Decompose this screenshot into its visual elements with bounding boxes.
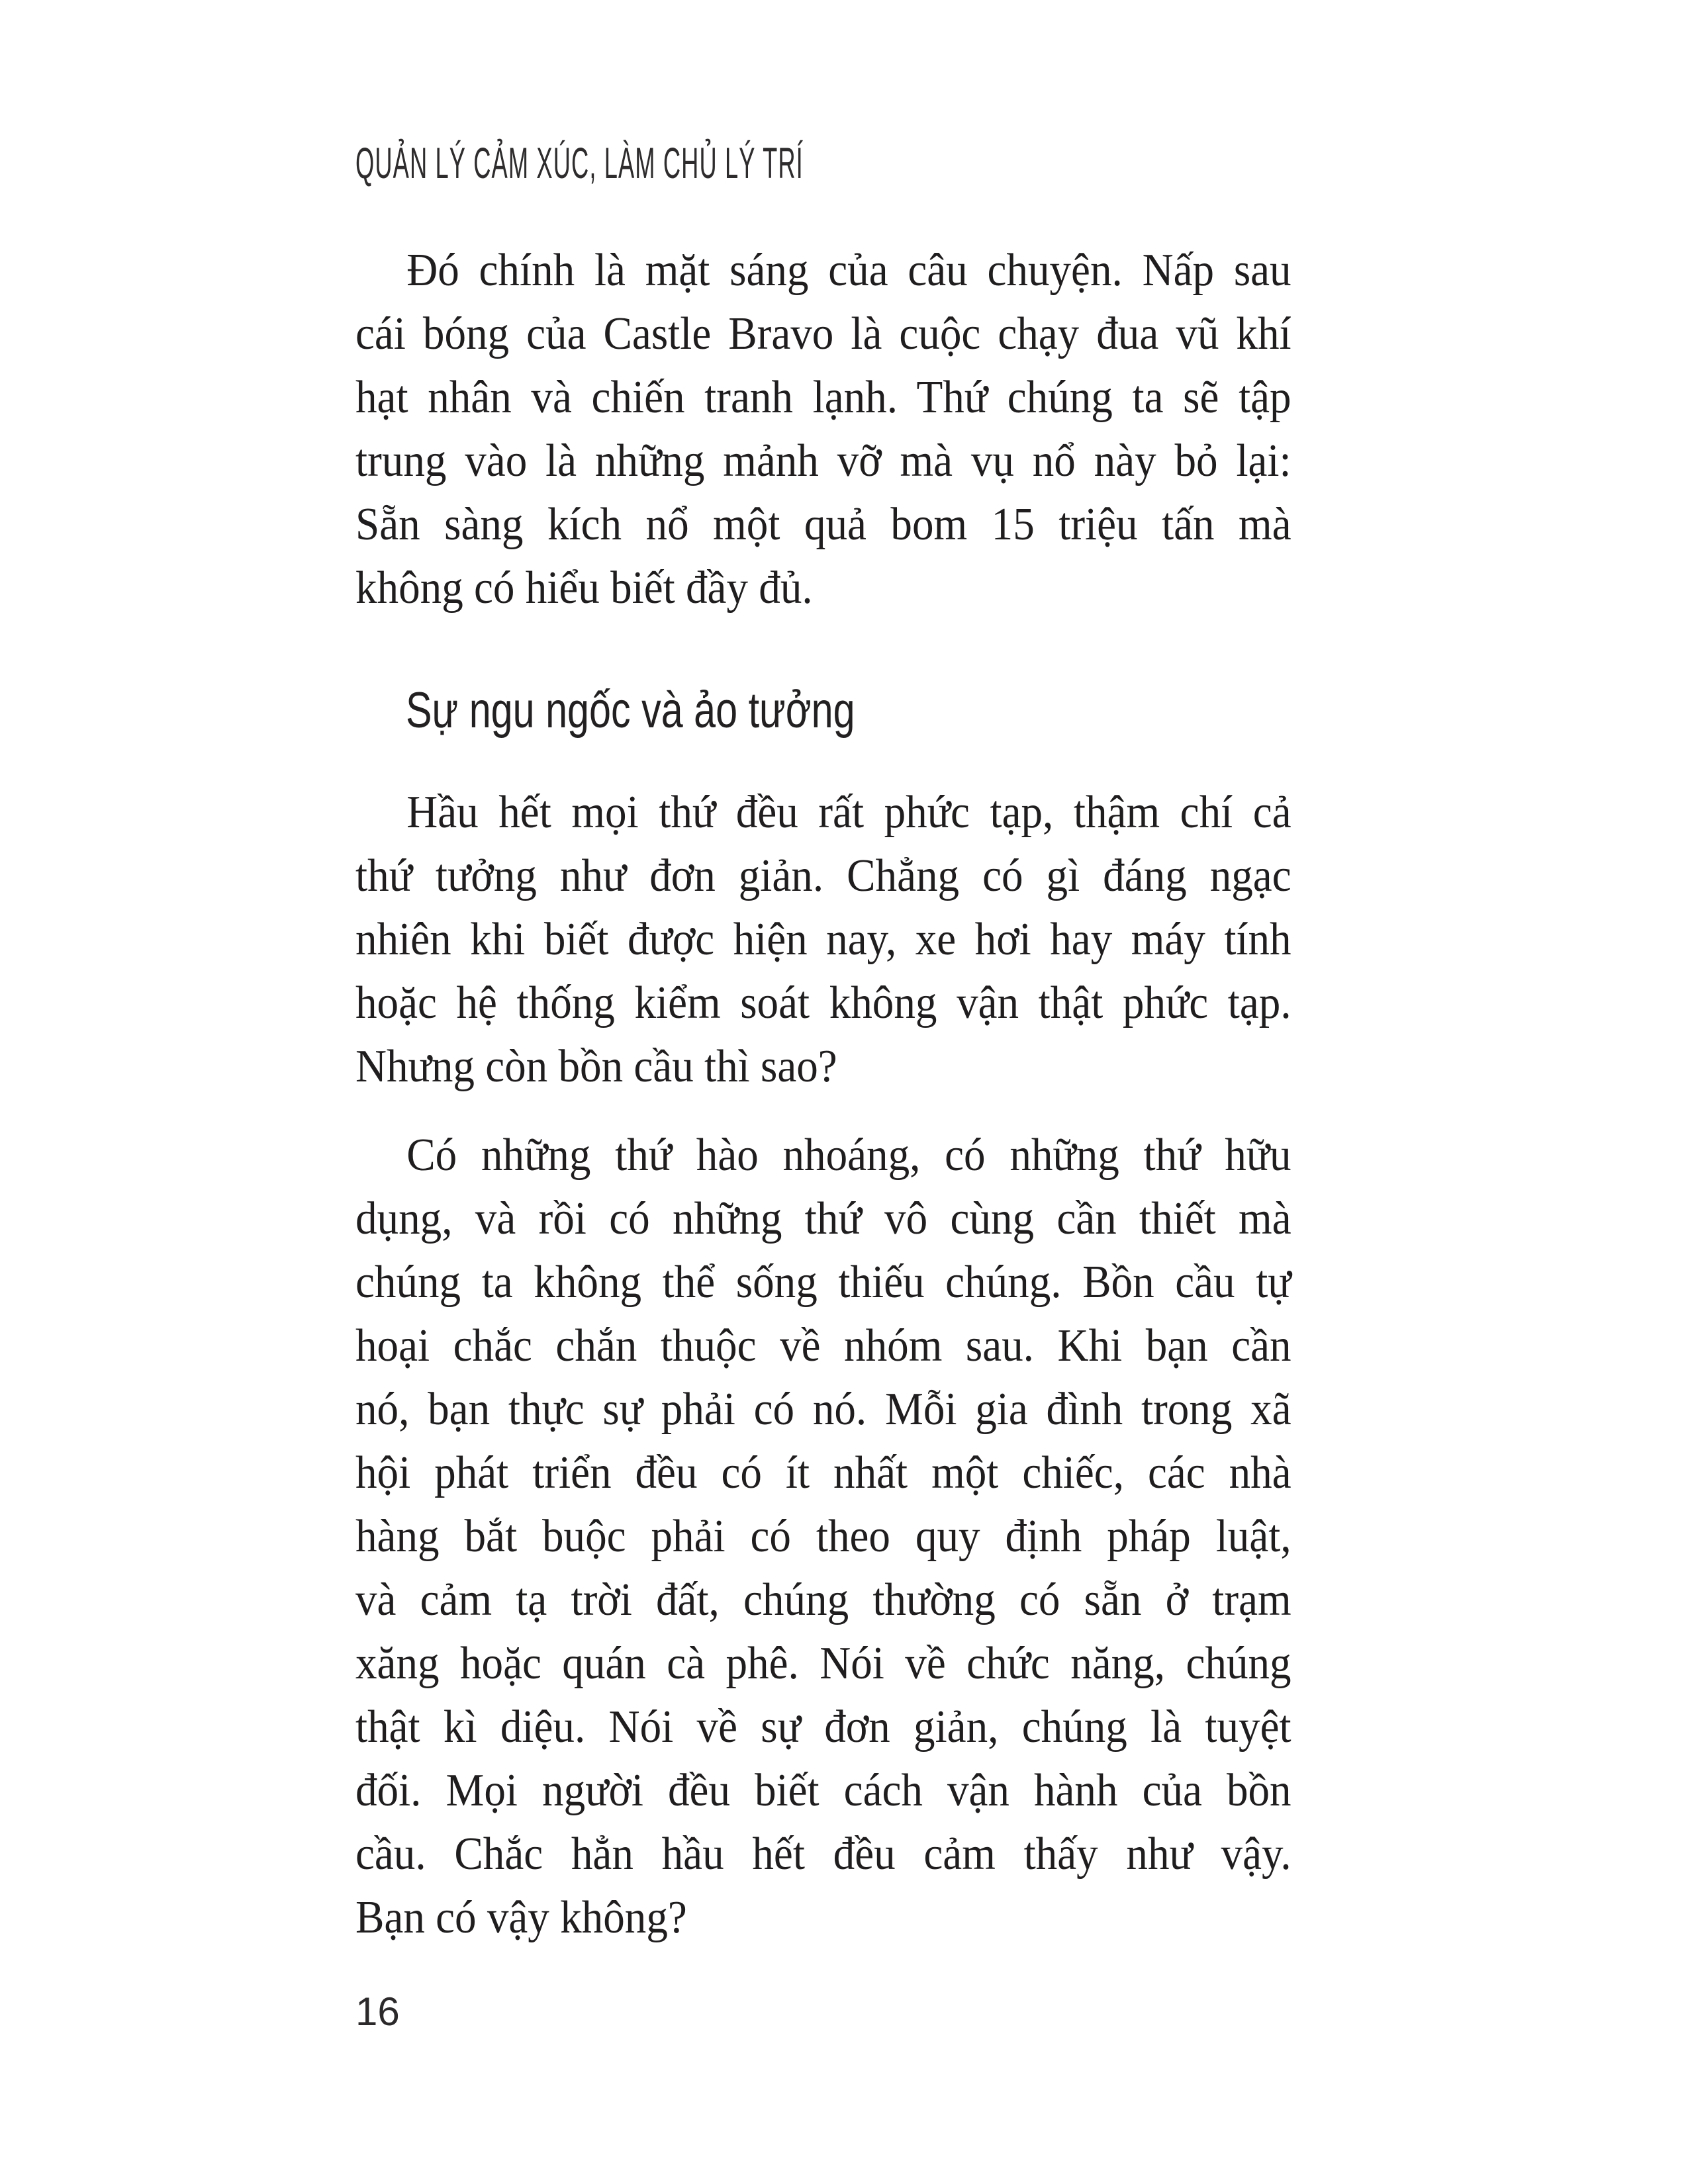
text-line: hội phát triển đều có ít nhất một chiếc, các nhà: [355, 1447, 1291, 1498]
running-header-text: QUẢN LÝ CẢM XÚC, LÀM CHỦ LÝ TRÍ: [355, 138, 804, 187]
text-line: hạt nhân và chiến tranh lạnh. Thứ chúng ta sẽ tập: [355, 372, 1291, 423]
text-line: Có những thứ hào nhoáng, có những thứ hữu: [406, 1130, 1291, 1181]
text-line: Đó chính là mặt sáng của câu chuyện. Nấp sau: [406, 245, 1291, 296]
text-line: và cảm tạ trời đất, chúng thường có sẵn ở trạm: [355, 1574, 1291, 1625]
text-line: thật kì diệu. Nói về sự đơn giản, chúng là tuyệt: [355, 1702, 1291, 1752]
paragraph-3: [355, 1124, 1291, 1950]
text-line: nhiên khi biết được hiện nay, xe hơi hay máy tính: [355, 914, 1291, 965]
text-line: cầu. Chắc hẳn hầu hết đều cảm thấy như vậy.: [355, 1829, 1291, 1880]
text-line: dụng, và rồi có những thứ vô cùng cần thiết mà: [355, 1193, 1291, 1244]
text-line: hàng bắt buộc phải có theo quy định pháp luật,: [355, 1511, 1291, 1562]
text-line: đối. Mọi người đều biết cách vận hành của bồn: [355, 1765, 1291, 1816]
text-line: xăng hoặc quán cà phê. Nói về chức năng, chúng: [355, 1638, 1291, 1689]
running-header: [355, 139, 1170, 187]
text-line: cái bóng của Castle Bravo là cuộc chạy đua vũ khí: [355, 308, 1291, 359]
page-number: 16: [355, 1989, 400, 2034]
section-heading: [406, 682, 982, 740]
text-line: trung vào là những mảnh vỡ mà vụ nổ này bỏ lại:: [355, 435, 1291, 486]
paragraph-2: [355, 781, 1291, 1099]
text-line: hoại chắc chắn thuộc về nhóm sau. Khi bạn cần: [355, 1320, 1291, 1371]
text-line: Hầu hết mọi thứ đều rất phức tạp, thậm chí cả: [406, 787, 1291, 838]
text-line: hoặc hệ thống kiểm soát không vận thật phức tạp.: [355, 978, 1291, 1028]
text-line: thứ tưởng như đơn giản. Chẳng có gì đáng ngạc: [355, 850, 1291, 901]
section-heading-text: Sự ngu ngốc và ảo tưởng: [406, 682, 855, 739]
text-line: chúng ta không thể sống thiếu chúng. Bồn cầu tự: [355, 1257, 1291, 1308]
text-line: không có hiểu biết đầy đủ.: [355, 563, 813, 614]
text-line: Nhưng còn bồn cầu thì sao?: [355, 1041, 837, 1092]
paragraph-1: [355, 239, 1291, 620]
text-line: Bạn có vậy không?: [355, 1892, 687, 1943]
text-line: nó, bạn thực sự phải có nó. Mỗi gia đình trong xã: [355, 1384, 1291, 1435]
text-line: Sẵn sàng kích nổ một quả bom 15 triệu tấn mà: [355, 499, 1291, 550]
